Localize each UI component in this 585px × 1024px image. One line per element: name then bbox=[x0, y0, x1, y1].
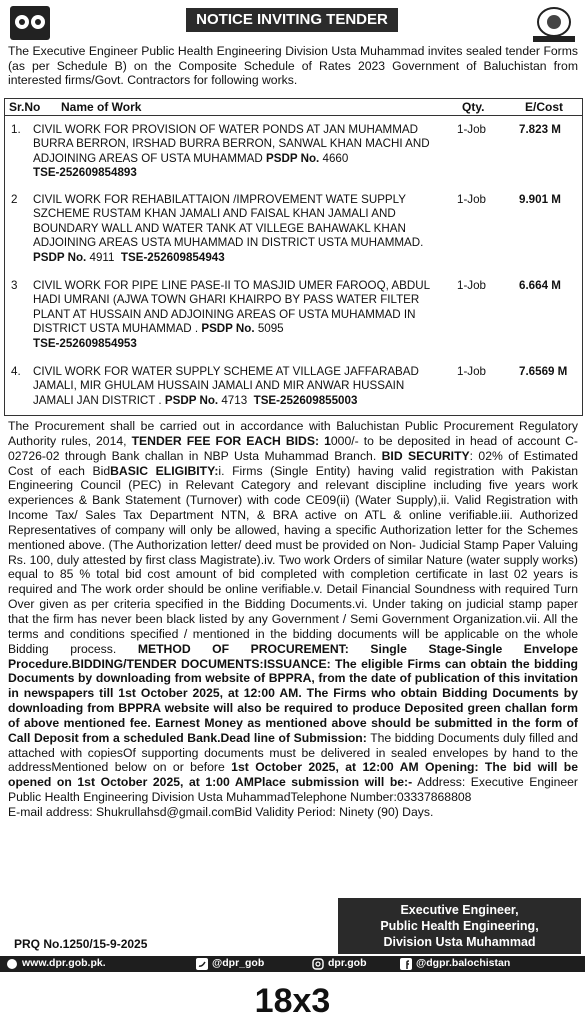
row-cost: 7.6569 M bbox=[519, 365, 568, 378]
prq-number: PRQ No.1250/15-9-2025 bbox=[14, 937, 148, 951]
signature-line-1: Executive Engineer, bbox=[400, 903, 519, 917]
row-work bbox=[33, 123, 443, 181]
body-text-4: i. Firms (Single Entity) having valid registration with Pakistan Engineering Council (PEC) in Relevant Category and relevant discipline including five years work experiences & Bank Statement (Turnover) with code CE09(ii) (Water Supply),ii. Valid Registration with Income Tax/ Sales Tax Department NTN, & BRA active on ATL & online verifiable.iii. Authorized Representatives of company will only be allowed, having a specific Authorization letter for the Schemes mentioned above. (The Authorization letter/ deed must be provided on Non- Judicial Stamp Paper Valuing Rs. 100, duly attested by first class Magistrate).iv. Two work Orders of similar Nature (water supply works) equal to 85 % total bid cost amount of bid completed with completion certificate in last 02 years is required and The work order should be online verifiable.v. Detail Financial Soundness with required Turn Over given as per criteria specified in the Bidding Documents.vi. Under taking on judicial stamp paper that the firm has never been black listed by any Government / Semi Government Organization.vii. All the terms and conditions specified / mentioned in the bidding documents will be applicable on the whole Bidding process. bbox=[8, 463, 578, 656]
eligibility-label: BASIC ELIGIBITY: bbox=[110, 463, 219, 478]
psdp-label: PSDP No. bbox=[33, 250, 87, 264]
psdp-label: PSDP No. bbox=[164, 393, 219, 407]
psdp-label: PSDP No. bbox=[201, 322, 255, 336]
row-cost: 6.664 M bbox=[519, 279, 561, 292]
signature-block bbox=[338, 898, 581, 954]
twitter-icon bbox=[196, 958, 208, 970]
work-text: CIVIL WORK FOR PROVISION OF WATER PONDS AT JAN MUHAMMAD BURRA BERRON, IRSHAD BURRA BERRON, SANWAL KHAN MACHI AND ADJOINING AREAS OF USTA MUHAMMAD bbox=[33, 123, 430, 165]
row-work bbox=[33, 365, 443, 408]
signature-line-2: Public Health Engineering, bbox=[380, 919, 539, 933]
header-qty: Qty. bbox=[462, 100, 485, 114]
tse-number: TSE-252609854893 bbox=[33, 166, 137, 180]
ad-size-label: 18x3 bbox=[254, 982, 331, 1020]
header-sr: Sr.No bbox=[9, 100, 41, 114]
footer-facebook[interactable]: @dgpr.balochistan bbox=[416, 957, 511, 969]
work-text: CIVIL WORK FOR WATER SUPPLY SCHEME AT VILLAGE JAFFARABAD JAMALI, MIR GHULAM HUSSAIN JAMALI AND MIR ANWAR HUSSAIN JAMALI JAN DISTRICT . bbox=[33, 365, 419, 407]
psdp-number: 4660 bbox=[322, 151, 349, 165]
tse-number: TSE-252609855003 bbox=[253, 393, 358, 407]
signature-line-3: Division Usta Muhammad bbox=[383, 935, 536, 949]
facebook-icon bbox=[400, 958, 412, 970]
psdp-number: 5095 bbox=[257, 322, 284, 336]
deadline-text: 1st October 2025, at 12:00 AM Opening: The bid will be opened on 1st October 2025, at 1:00 AMPlace submission will be:- bbox=[8, 760, 578, 790]
table-header bbox=[5, 99, 582, 116]
dpr-logo-icon bbox=[6, 958, 18, 970]
tse-number: TSE-252609854943 bbox=[120, 250, 225, 264]
row-qty: 1-Job bbox=[457, 365, 487, 378]
psdp-number: 4713 bbox=[221, 393, 248, 407]
body-text-3: : 02% of Estimated Cost of each Bid bbox=[8, 448, 578, 478]
email-text: E-mail address: Shukrullahsd@gmail.comBid Validity Period: Ninety (90) Days. bbox=[8, 804, 434, 819]
footer-website[interactable]: www.dpr.gob.pk. bbox=[22, 957, 106, 969]
address-text: Address: Executive Engineer Public Health Engineering Division Usta MuhammadTelephone Number:03337868808 bbox=[8, 775, 578, 805]
footer-twitter[interactable]: @dpr_gob bbox=[212, 957, 265, 969]
row-sr: 1. bbox=[11, 123, 21, 136]
row-work bbox=[33, 193, 443, 265]
work-text: CIVIL WORK FOR PIPE LINE PASE-II TO MASJID UMER FAROOQ, ABDUL HADI UMRANI (AJWA TOWN GHARI KHAIRPO BY PASS WATER FILTER PLANT AT HUSSAIN AND ADJOINING AREAS OF USTA MUHAMMAD IN DISTRICT USTA MUHAMMAD . bbox=[33, 279, 430, 336]
row-qty: 1-Job bbox=[457, 193, 487, 206]
instagram-icon bbox=[312, 958, 324, 970]
tse-number: TSE-252609854953 bbox=[33, 336, 137, 350]
row-cost: 9.901 M bbox=[519, 193, 561, 206]
body-text-5: The bidding Documents duly filled and attached with copiesOf supporting documents must be delivered in sealed envelopes by hand to the addressMentioned below on or before bbox=[8, 730, 578, 775]
row-work bbox=[33, 279, 443, 351]
row-qty: 1-Job bbox=[457, 279, 487, 292]
body-text-2: 000/- to be deposited in head of account C-02726-02 through Bank challan in NBP Usta Muhammad Branch. bbox=[8, 433, 578, 463]
body-text-1: The Procurement shall be carried out in accordance with Baluchistan Public Procurement Regulatory Authority rules, 2014, bbox=[8, 419, 578, 448]
row-sr: 2 bbox=[11, 193, 18, 206]
government-logo-icon bbox=[8, 4, 52, 42]
psdp-label: PSDP No. bbox=[266, 151, 320, 165]
header-cost: E/Cost bbox=[525, 100, 564, 114]
row-sr: 3 bbox=[11, 279, 18, 292]
row-cost: 7.823 M bbox=[519, 123, 561, 136]
works-table bbox=[4, 98, 583, 416]
intro-paragraph: The Executive Engineer Public Health Engineering Division Usta Muhammad invites sealed tender Forms (as per Schedule B) on the Composite Schedule of Rates 2023 Government of Baluchistan from interested firms/Govt. Contractors for following works. bbox=[8, 44, 578, 88]
header-name: Name of Work bbox=[61, 100, 142, 114]
psdp-number: 4911 bbox=[89, 250, 115, 264]
method-procurement-text: METHOD OF PROCUREMENT: Single Stage-Single Envelope Procedure.BIDDING/TENDER DOCUMENTS:ISSUANCE: The eligible Firms can obtain the bidding Documents by downloading from website of BPPRA, from the date of publication of this invitation in newspapers till 1st October 2025, at 12:00 AM. The Firms who obtain Bidding Documents by downloading from BPPRA website will also be required to produce Deposited green challan form of above mentioned fee. Earnest Money as mentioned above should be submitted in the form of Call Deposit from a scheduled Bank.Dead line of Submission: bbox=[8, 641, 578, 745]
row-sr: 4. bbox=[11, 365, 21, 378]
phed-seal-icon bbox=[529, 4, 579, 44]
tender-fee-label: TENDER FEE FOR EACH BIDS: 1 bbox=[131, 433, 331, 448]
notice-title: NOTICE INVITING TENDER bbox=[186, 8, 398, 32]
terms-paragraph bbox=[8, 419, 578, 820]
footer-bar bbox=[0, 956, 585, 972]
footer-instagram[interactable]: dpr.gob bbox=[328, 957, 367, 969]
row-qty: 1-Job bbox=[457, 123, 487, 136]
work-text: CIVIL WORK FOR REHABILATTAION /IMPROVEMENT WATE SUPPLY SZCHEME RUSTAM KHAN JAMALI AND FAISAL KHAN JAMALI AND BOUNDARY WALL AND WATER TANK AT VILLEGE BAHAWAKL KHAN ADJOINING AREAS USTA MUHAMMAD IN DISTRICT USTA MUHAMMAD. bbox=[33, 193, 424, 250]
bid-security-label: BID SECURITY bbox=[381, 448, 470, 463]
